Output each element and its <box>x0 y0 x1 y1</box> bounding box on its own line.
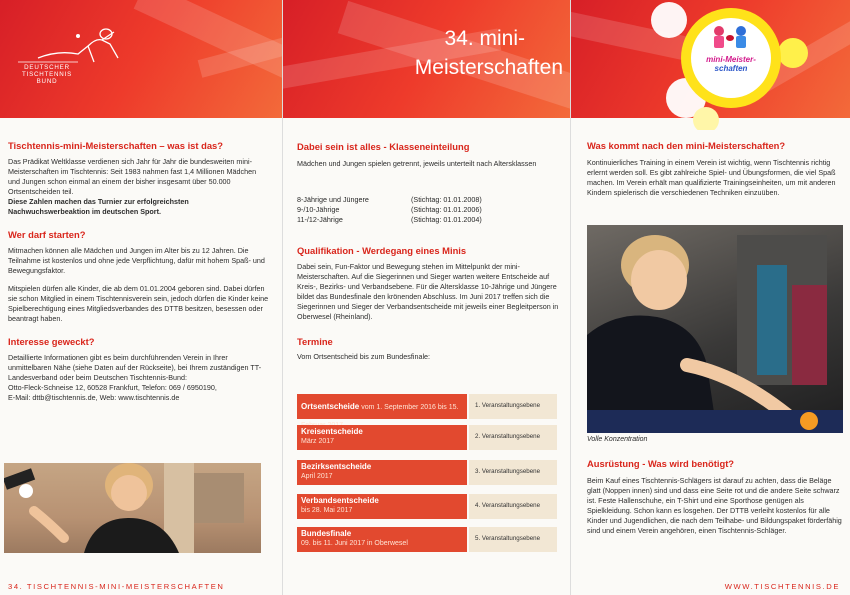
section-title-qualification: Qualifikation - Werdegang eines Minis <box>297 245 467 256</box>
photo-boy-serving <box>4 463 261 553</box>
section-title-who-can-start: Wer darf starten? <box>8 229 86 240</box>
event-stage: 3. Veranstaltungsebene <box>469 460 557 485</box>
photo-caption: Volle Konzentration <box>587 436 648 443</box>
event-stage: 1. Veranstaltungsebene <box>469 394 557 419</box>
event-row <box>297 494 557 519</box>
section-title-interest: Interesse geweckt? <box>8 336 95 347</box>
section-body-classes: Mädchen und Jungen spielen getrennt, jeweils unterteilt nach Altersklassen <box>297 159 537 168</box>
event-row <box>297 394 557 419</box>
class-cutoff-1: (Stichtag: 01.01.2008) <box>411 195 482 204</box>
mini-meisterschaften-logo <box>691 20 771 100</box>
minis-logo-line2: schaften <box>714 64 748 73</box>
section-body-dates: Vom Ortsentscheid bis zum Bundesfinale: <box>297 352 431 361</box>
section-title-equipment: Ausrüstung - Was wird benötigt? <box>587 458 735 469</box>
event-name: Kreisentscheide <box>301 427 363 436</box>
main-title-line2: Meisterschaften <box>414 56 563 79</box>
event-row <box>297 425 557 450</box>
main-title <box>343 24 563 82</box>
photo-concentration <box>587 225 843 433</box>
dttb-logo-line3: BUND <box>36 78 58 85</box>
event-stage: 2. Veranstaltungsebene <box>469 425 557 450</box>
dttb-logo-line2: TISCHTENNIS <box>21 71 73 78</box>
section-body-what-comes-next: Kontinuierliches Training in einem Verein ist wichtig, wenn Tischtennis richtig erlernt werden soll. Es gibt zahlreiche Spiel- und Übungsformen, die viel Spaß machen. Im Verein erhält man qualifizierte Trainingseinheiten, um mit anderen Kindern spielerisch die verschiedenen Techniken einzuüben. <box>587 158 836 197</box>
footer-right[interactable]: WWW.TISCHTENNIS.DE <box>724 582 840 591</box>
dttb-address: Otto-Fleck-Schneise 12, 60528 Frankfurt, Telefon: 069 / 6950190, <box>8 383 217 392</box>
table-tennis-player-icon <box>18 28 128 68</box>
event-name: Ortsentscheide <box>301 402 360 411</box>
section-body-qualification: Dabei sein, Fun-Faktor und Bewegung stehen im Mittelpunkt der mini-Meisterschaften. Auf die Siegerinnen und Sieger warten weitere Entscheide auf Kreis-, Bezirks- und Verbandsebene. Für die Altersklasse 10-Jährige und Jüngere bildet das Bundesfinale den krönenden Abschluss. Im Juni 2017 treffen sich die Siegerinnen und Sieger der Verbandsentscheide mit jeweils einer Begleitperson in Oberwesel (Rheinland). <box>297 262 559 321</box>
event-date: April 2017 <box>301 473 333 480</box>
section-body-who-can-start-1: Mitmachen können alle Mädchen und Jungen im Alter bis zu 12 Jahren. Die Teilnahme ist kostenlos und ohne jede Verpflichtung, dafür mit hohem Spaß- und Bewegungsfaktor. <box>8 246 265 275</box>
dttb-contact: E-Mail: dttb@tischtennis.de, Web: www.tischtennis.de <box>8 393 180 402</box>
section-title-classes: Dabei sein ist alles - Klasseneinteilung <box>297 141 470 152</box>
class-row <box>297 195 369 225</box>
class-age-3: 11-/12-Jährige <box>297 215 343 224</box>
dttb-logo-line1: DEUTSCHER <box>24 64 70 71</box>
panel-left <box>0 0 282 595</box>
section-body-what-is-it-bold: Diese Zahlen machen das Turnier zur erfolgreichsten Nachwuchswerbeaktion im deutschen Sport. <box>8 197 189 216</box>
section-title-dates: Termine <box>297 336 333 347</box>
panel-right <box>570 0 850 595</box>
footer-left: 34. TISCHTENNIS-MINI-MEISTERSCHAFTEN <box>8 582 225 591</box>
main-title-line1: 34. mini- <box>444 27 525 50</box>
class-cutoff-3: (Stichtag: 01.01.2004) <box>411 215 482 224</box>
event-date: März 2017 <box>301 438 335 445</box>
event-date: bis 28. Mai 2017 <box>301 507 353 514</box>
event-stage: 4. Veranstaltungsebene <box>469 494 557 519</box>
class-cutoff-column <box>411 195 482 225</box>
minis-logo-line1: mini-Meister- <box>706 55 756 64</box>
dttb-logo <box>18 28 128 88</box>
panel-middle <box>282 0 570 595</box>
event-name: Bezirksentscheide <box>301 462 372 471</box>
event-name: Bundesfinale <box>301 529 352 538</box>
section-body-who-can-start-2: Mitspielen dürfen alle Kinder, die ab dem 01.01.2004 geboren sind. Dabei dürfen sie schon Mitglied in einem Tischtennisverein sein, jedoch dürfen die Kinder keine Spielberechtigung eines Mitgliedsverbandes des DTTB besitzen, besessen oder beantragt haben. <box>8 284 269 323</box>
section-body-equipment: Beim Kauf eines Tischtennis-Schlägers ist darauf zu achten, dass die Beläge glatt (Noppen innen) sind und dass eine Seite rot und die andere Seite schwarz ist. Feste Hallenschuhe, ein T-Shirt und eine Sporthose genügen als Spielkleidung. Schon kann es losgehen. Der DTTB verleiht kostenlos für alle Kinder und Jugendlichen, die nach dem Teilhabe- und Bildungspaket förderfähig sind und einem Verein angehören, einen Tischtennis-Schläger. <box>587 476 842 535</box>
event-date: vom 1. September 2016 bis 15. <box>361 404 459 411</box>
section-body-what-is-it: Das Prädikat Weltklasse verdienen sich Jahr für Jahr die bundesweiten mini-Meisterschaften im Tischtennis: Seit 1983 nahmen fast 1,4 Millionen Mädchen und Jungen schon einmal an einem der bisher insgesamt über 50.000 Ortsentscheiden teil. <box>8 157 257 196</box>
section-title-what-comes-next: Was kommt nach den mini-Meisterschaften? <box>587 140 786 151</box>
kids-playing-icon <box>701 24 761 50</box>
event-date: 09. bis 11. Juni 2017 in Oberwesel <box>301 540 408 547</box>
event-row <box>297 527 557 552</box>
event-stage: 5. Veranstaltungsebene <box>469 527 557 552</box>
event-name: Verbandsentscheide <box>301 496 379 505</box>
event-row <box>297 460 557 485</box>
section-body-interest: Detaillierte Informationen gibt es beim durchführenden Verein in Ihrer unmittelbaren Nähe (siehe Daten auf der Rückseite), bei Ihrem zuständigen TT-Landesverband oder beim Deutschen Tischtennis-Bund: <box>8 353 262 382</box>
class-age-1: 8-Jährige und Jüngere <box>297 195 369 204</box>
class-age-2: 9-/10-Jährige <box>297 205 340 214</box>
section-title-what-is-it: Tischtennis-mini-Meisterschaften – was ist das? <box>8 140 223 151</box>
class-cutoff-2: (Stichtag: 01.01.2006) <box>411 205 482 214</box>
